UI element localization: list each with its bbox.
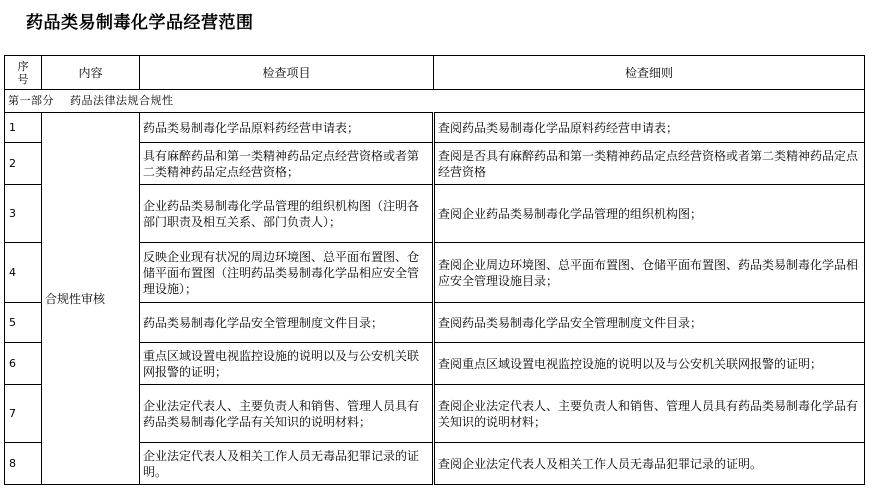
- row-detail: 查阅企业法定代表人及相关工作人员无毒品犯罪记录的证明。: [434, 443, 865, 485]
- row-no: 5: [5, 303, 42, 343]
- section-row: [5, 90, 865, 113]
- row-item: 药品类易制毒化学品原料药经营申请表；: [140, 113, 434, 143]
- row-detail: 查阅企业药品类易制毒化学品管理的组织机构图；: [434, 185, 865, 243]
- table-header-row: [5, 56, 865, 90]
- row-no: 8: [5, 443, 42, 485]
- row-item: 企业药品类易制毒化学品管理的组织机构图（注明各部门职责及相互关系、部门负责人）；: [140, 185, 434, 243]
- group-label: 合规性审核: [42, 113, 140, 485]
- row-detail: 查阅企业法定代表人、主要负责人和销售、管理人员具有药品类易制毒化学品有关知识的说明材料；: [434, 385, 865, 443]
- header-detail: 检查细则: [434, 56, 865, 90]
- row-no: 6: [5, 343, 42, 385]
- header-content: 内容: [42, 56, 140, 90]
- row-detail: 查阅是否具有麻醉药品和第一类精神药品定点经营资格或者第二类精神药品定点经营资格: [434, 143, 865, 185]
- section-cell: [5, 90, 865, 113]
- header-item: 检查项目: [140, 56, 434, 90]
- row-detail: 查阅企业周边环境图、总平面布置图、仓储平面布置图、药品类易制毒化学品相应安全管理设施目录；: [434, 243, 865, 303]
- business-scope-table: [4, 55, 865, 485]
- section-name: 药品法律法规合规性: [70, 94, 174, 107]
- row-no: 7: [5, 385, 42, 443]
- row-item: 具有麻醉药品和第一类精神药品定点经营资格或者第二类精神药品定点经营资格；: [140, 143, 434, 185]
- section-label: 第一部分: [8, 94, 54, 107]
- row-item: 企业法定代表人及相关工作人员无毒品犯罪记录的证明。: [140, 443, 434, 485]
- row-detail: 查阅药品类易制毒化学品安全管理制度文件目录；: [434, 303, 865, 343]
- row-no: 4: [5, 243, 42, 303]
- page-title: 药品类易制毒化学品经营范围: [26, 13, 254, 33]
- row-no: 2: [5, 143, 42, 185]
- row-item: 重点区域设置电视监控设施的说明以及与公安机关联网报警的证明；: [140, 343, 434, 385]
- row-detail: 查阅重点区域设置电视监控设施的说明以及与公安机关联网报警的证明；: [434, 343, 865, 385]
- row-item: 药品类易制毒化学品安全管理制度文件目录；: [140, 303, 434, 343]
- row-no: 3: [5, 185, 42, 243]
- row-item: 反映企业现有状况的周边环境图、总平面布置图、仓储平面布置图（注明药品类易制毒化学品相应安全管理设施）；: [140, 243, 434, 303]
- row-item: 企业法定代表人、主要负责人和销售、管理人员具有药品类易制毒化学品有关知识的说明材料；: [140, 385, 434, 443]
- table-row: [5, 113, 865, 143]
- header-no: [5, 56, 42, 90]
- row-detail: 查阅药品类易制毒化学品原料药经营申请表；: [434, 113, 865, 143]
- row-no: 1: [5, 113, 42, 143]
- header-no-text: 序 号: [17, 59, 29, 86]
